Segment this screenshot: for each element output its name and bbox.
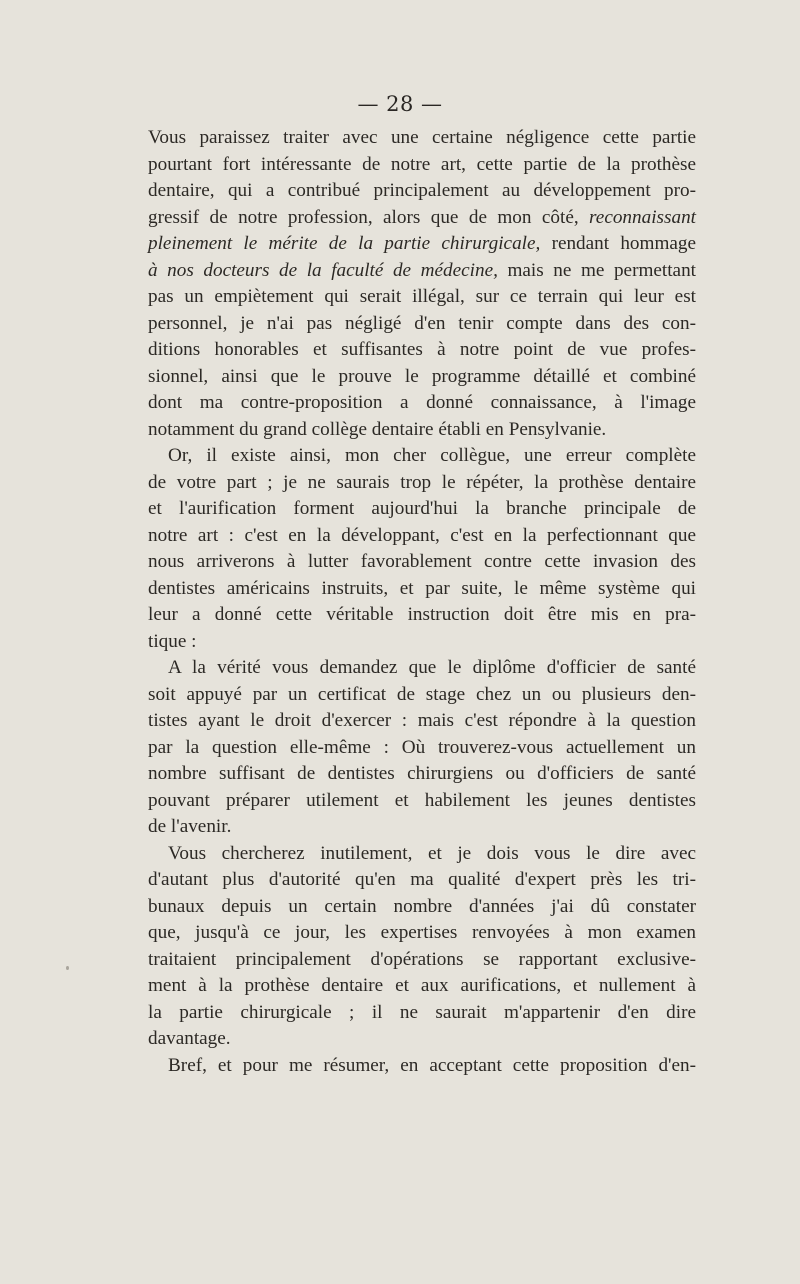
text-line: traitaient principalement d'opérations se rapportant exclusive-	[148, 948, 696, 970]
text-line: de l'avenir.	[148, 816, 232, 837]
text-line: tique :	[148, 630, 197, 652]
text-line: sionnel, ainsi que le prouve le programme détaillé et combiné	[148, 365, 696, 387]
text-line: notre art : c'est en la développant, c'est en la perfectionnant que	[148, 524, 696, 546]
text-segment: gressif de notre profession, alors que de mon côté,	[148, 206, 579, 228]
page-number: — 28 —	[357, 92, 443, 116]
text-line: la partie chirurgicale ; il ne saurait m'appartenir d'en dire	[148, 1001, 696, 1023]
text-line	[148, 258, 696, 285]
text-line: leur a donné cette véritable instruction doit être mis en pra-	[148, 604, 696, 625]
text-line: personnel, je n'ai pas négligé d'en tenir compte dans des con-	[148, 312, 696, 334]
body-text	[148, 125, 696, 1079]
text-line: Vous paraissez traiter avec une certaine négligence cette partie	[148, 127, 696, 148]
text-line	[148, 231, 696, 258]
italic-segment: reconnaissant	[589, 206, 696, 228]
text-line: dont ma contre-proposition a donné connaissance, à l'image	[148, 392, 696, 413]
text-segment: mais ne me permettant	[507, 259, 696, 281]
text-line: d'autant plus d'autorité qu'en ma qualité d'expert près les tri-	[148, 869, 696, 890]
text-segment: rendant hommage	[551, 233, 697, 254]
text-line: notamment du grand collège dentaire établi en Pensylvanie.	[148, 418, 607, 440]
text-line: dentistes américains instruits, et par suite, le même système qui	[148, 577, 696, 599]
text-line: Or, il existe ainsi, mon cher collègue, une erreur complète	[168, 445, 696, 466]
text-line: soit appuyé par un certificat de stage chez un ou plusieurs den-	[148, 683, 696, 705]
text-line: Bref, et pour me résumer, en acceptant cette proposition d'en-	[168, 1054, 696, 1076]
text-line: nous arriverons à lutter favorablement contre cette invasion des	[148, 551, 696, 572]
text-line: pourtant fort intéressante de notre art, cette partie de la prothèse	[148, 153, 696, 175]
text-line: pas un empiètement qui serait illégal, sur ce terrain qui leur est	[148, 286, 696, 307]
text-line: ditions honorables et suffisantes à notre point de vue profes-	[148, 339, 696, 360]
text-line: nombre suffisant de dentistes chirurgiens ou d'officiers de santé	[148, 763, 696, 784]
paper-speck	[66, 966, 69, 970]
text-line: de votre part ; je ne saurais trop le répéter, la prothèse dentaire	[148, 471, 696, 493]
italic-segment: pleinement le mérite de la partie chirurgicale,	[148, 233, 541, 254]
text-line: ment à la prothèse dentaire et aux aurifications, et nullement à	[148, 975, 696, 996]
text-line: tistes ayant le droit d'exercer : mais c'est répondre à la question	[148, 710, 696, 731]
text-line: Vous chercherez inutilement, et je dois vous le dire avec	[168, 842, 696, 864]
text-line: pouvant préparer utilement et habilement les jeunes dentistes	[148, 789, 696, 811]
italic-segment: à nos docteurs de la faculté de médecine,	[148, 259, 498, 281]
text-line: par la question elle-même : Où trouverez-vous actuellement un	[148, 736, 696, 758]
text-line: davantage.	[148, 1028, 231, 1049]
text-line: bunaux depuis un certain nombre d'années j'ai dû constater	[148, 895, 696, 917]
text-line	[148, 205, 696, 232]
text-line: que, jusqu'à ce jour, les expertises renvoyées à mon examen	[148, 922, 696, 943]
text-line: A la vérité vous demandez que le diplôme d'officier de santé	[168, 657, 696, 678]
text-line: et l'aurification forment aujourd'hui la branche principale de	[148, 498, 696, 519]
text-line: dentaire, qui a contribué principalement au développement pro-	[148, 180, 696, 201]
